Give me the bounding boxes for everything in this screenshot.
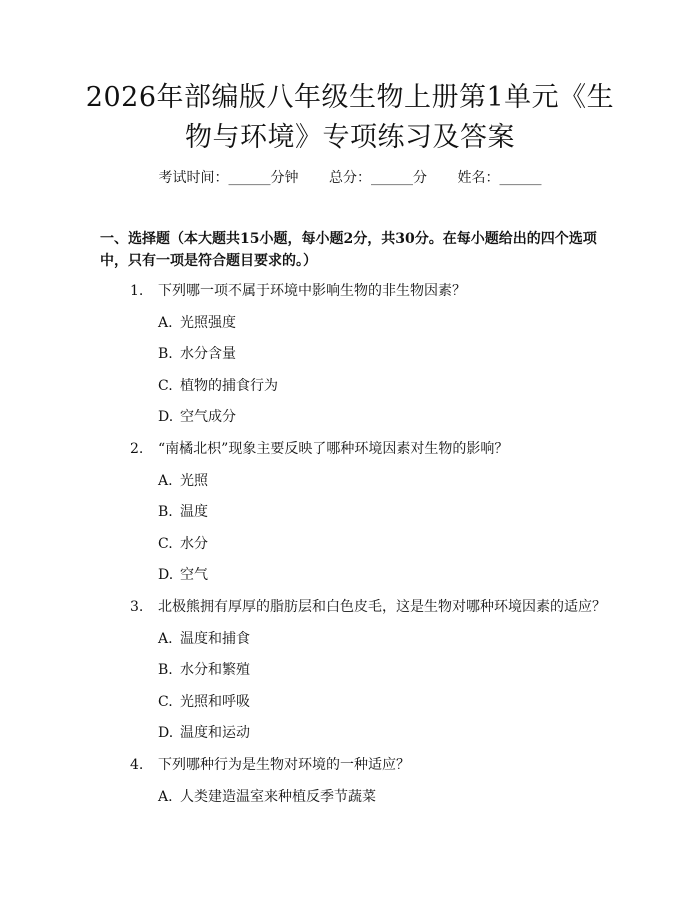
question-number: 2. — [130, 441, 144, 457]
option-letter: B. — [158, 504, 173, 520]
student-name: 姓名：______ — [457, 170, 542, 186]
option-letter: D. — [158, 725, 174, 741]
question-text: 下列哪种行为是生物对环境的一种适应？ — [158, 757, 410, 773]
section-heading: 一、选择题（本大题共15小题，每小题2分，共30分。在每小题给出的四个选项中，只有一项是符合题目要求的。） — [100, 231, 597, 269]
option-text: 温度 — [180, 504, 208, 520]
option-1c — [158, 376, 278, 396]
option-letter: C. — [158, 694, 173, 710]
option-text: 水分 — [180, 536, 208, 552]
option-letter: A. — [158, 789, 173, 805]
option-2c — [158, 534, 208, 554]
option-3a — [158, 629, 250, 649]
title-line-1: 2026年部编版八年级生物上册第1单元《生 — [85, 82, 615, 113]
option-2a — [158, 471, 208, 491]
option-text: 空气成分 — [180, 409, 236, 425]
option-4a — [158, 787, 376, 807]
option-letter: C. — [158, 536, 173, 552]
option-letter: B. — [158, 346, 173, 362]
option-letter: A. — [158, 631, 173, 647]
option-letter: B. — [158, 662, 173, 678]
question-3 — [130, 597, 606, 617]
total-score: 总分：______分 — [329, 170, 427, 186]
question-text: “南橘北枳”现象主要反映了哪种环境因素对生物的影响？ — [158, 441, 509, 457]
option-3d — [158, 723, 250, 743]
option-text: 温度和运动 — [180, 725, 250, 741]
option-letter: D. — [158, 409, 174, 425]
option-2d — [158, 565, 208, 585]
option-text: 空气 — [180, 567, 208, 583]
option-3c — [158, 692, 250, 712]
question-number: 4. — [130, 757, 144, 773]
exam-info — [0, 168, 700, 188]
option-3b — [158, 660, 250, 680]
question-text: 北极熊拥有厚厚的脂肪层和白色皮毛，这是生物对哪种环境因素的适应？ — [158, 599, 606, 615]
option-text: 人类建造温室来种植反季节蔬菜 — [180, 789, 376, 805]
option-text: 水分和繁殖 — [180, 662, 250, 678]
option-text: 光照和呼吸 — [180, 694, 250, 710]
question-number: 1. — [130, 283, 144, 299]
question-4 — [130, 755, 410, 775]
option-2b — [158, 502, 208, 522]
question-2 — [130, 439, 508, 459]
document-title — [60, 78, 640, 158]
option-letter: A. — [158, 315, 173, 331]
option-letter: D. — [158, 567, 174, 583]
option-text: 水分含量 — [180, 346, 236, 362]
option-1a — [158, 313, 236, 333]
option-text: 植物的捕食行为 — [180, 378, 278, 394]
question-number: 3. — [130, 599, 144, 615]
option-text: 温度和捕食 — [180, 631, 250, 647]
option-letter: C. — [158, 378, 173, 394]
option-text: 光照强度 — [180, 315, 236, 331]
exam-time: 考试时间：______分钟 — [158, 170, 299, 186]
option-letter: A. — [158, 473, 173, 489]
option-1d — [158, 407, 236, 427]
question-1 — [130, 281, 466, 301]
question-text: 下列哪一项不属于环境中影响生物的非生物因素？ — [158, 283, 466, 299]
option-1b — [158, 344, 236, 364]
title-line-2: 物与环境》专项练习及答案 — [185, 122, 515, 153]
option-text: 光照 — [180, 473, 208, 489]
